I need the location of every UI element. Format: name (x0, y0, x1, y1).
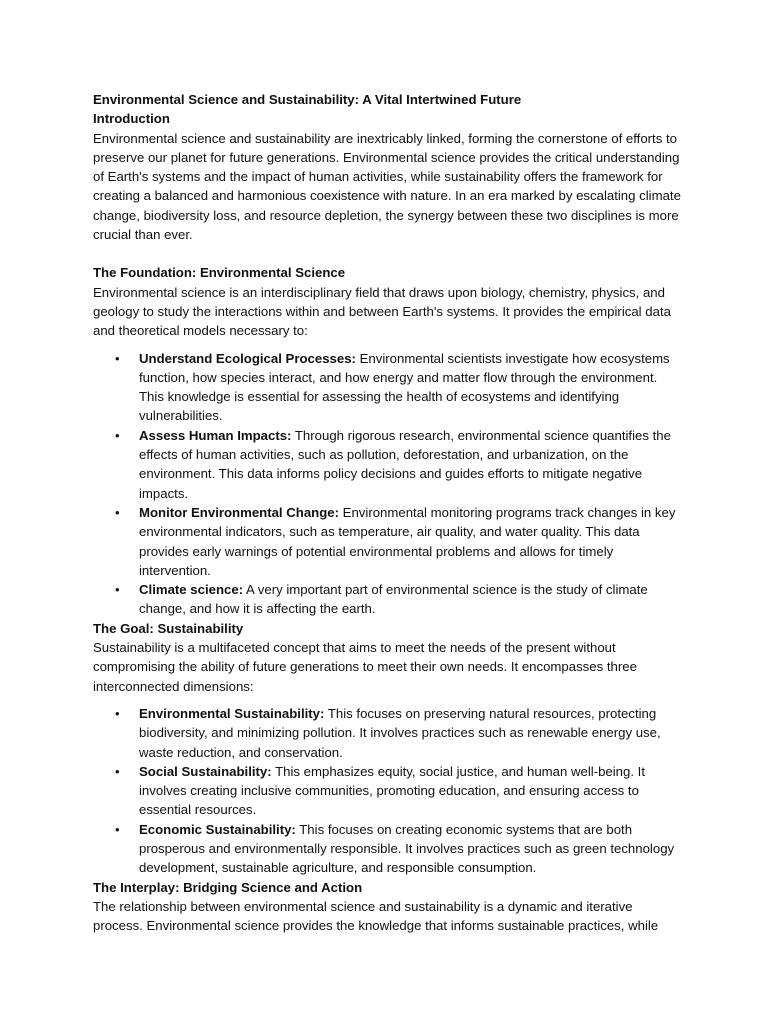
bullet-icon: • (115, 705, 120, 721)
bullet-icon: • (115, 763, 120, 779)
list-item (93, 580, 685, 619)
list-item-term: Economic Sustainability: (139, 821, 296, 837)
bullet-icon: • (115, 427, 120, 443)
goal-heading: The Goal: Sustainability (93, 620, 244, 636)
list-item-description: Through rigorous research, environmental science quantifies the effects of human activities, such as pollution, deforestation, and urbanization, on the environment. This data informs policy decisions and guides efforts to mitigate negative impacts. (139, 427, 671, 501)
bullet-icon: • (115, 504, 120, 520)
list-item-description: This focuses on creating economic systems that are both prosperous and environmentally responsible. It involves practices such as green technology development, sustainable agriculture, and responsible consumption. (139, 821, 675, 876)
foundation-paragraph: Environmental science is an interdisciplinary field that draws upon biology, chemistry, physics, and geology to study the interactions within and between Earth's systems. It provides the empirical data and theoretical models necessary to: (93, 284, 671, 339)
list-item-term: Social Sustainability: (139, 763, 272, 779)
list-item-term: Assess Human Impacts: (139, 427, 292, 443)
foundation-heading: The Foundation: Environmental Science (93, 265, 346, 281)
list-item (93, 762, 685, 820)
document-title: Environmental Science and Sustainability: A Vital Intertwined Future (93, 92, 522, 107)
list-item-term: Environmental Sustainability: (139, 705, 325, 721)
bullet-icon: • (115, 821, 120, 837)
list-item-term: Understand Ecological Processes: (139, 350, 356, 366)
list-item (93, 704, 685, 762)
list-item-term: Monitor Environmental Change: (139, 504, 340, 520)
list-item-description: Environmental scientists investigate how ecosystems function, how species interact, and how energy and matter flow through the environment. This knowledge is essential for assessing the health of ecosystems and identifying vulnerabilities. (139, 350, 670, 424)
list-item-description: A very important part of environmental science is the study of climate change, and how it is affecting the earth. (139, 582, 648, 617)
bullet-icon: • (115, 582, 120, 598)
list-item (93, 820, 685, 878)
goal-list (93, 704, 685, 878)
list-item (93, 426, 685, 503)
list-item-description: Environmental monitoring programs track changes in key environmental indicators, such as temperature, air quality, and water quality. This data provides early warnings of potential environmental problems and allows for timely intervention. (139, 504, 676, 578)
interplay-paragraph: The relationship between environmental science and sustainability is a dynamic and iterative process. Environmental science provides the knowledge that informs sustainable practices, while (93, 898, 659, 934)
list-item-description: This emphasizes equity, social justice, and human well-being. It involves creating inclusive communities, promoting education, and ensuring access to essential resources. (139, 763, 646, 818)
list-item (93, 503, 685, 580)
list-item-term: Climate science: (139, 582, 244, 598)
list-item (93, 349, 685, 426)
list-item-description: This focuses on preserving natural resources, protecting biodiversity, and minimizing pollution. It involves practices such as renewable energy use, waste reduction, and conservation. (139, 705, 661, 760)
interplay-heading: The Interplay: Bridging Science and Action (93, 879, 363, 895)
document-page (93, 90, 685, 935)
intro-paragraph: Environmental science and sustainability are inextricably linked, forming the cornerstone of efforts to preserve our planet for future generations. Environmental science provides the critical understanding of Earth's systems and the impact of human activities, while sustainability offers the framework for creating a balanced and harmonious coexistence with nature. In an era marked by escalating climate change, biodiversity loss, and resource depletion, the synergy between these two disciplines is more crucial than ever. (93, 130, 681, 243)
foundation-list (93, 349, 685, 619)
bullet-icon: • (115, 350, 120, 366)
intro-heading: Introduction (93, 111, 170, 127)
goal-paragraph: Sustainability is a multifaceted concept that aims to meet the needs of the present without compromising the ability of future generations to meet their own needs. It encompasses three interconnected dimensions: (93, 640, 637, 694)
